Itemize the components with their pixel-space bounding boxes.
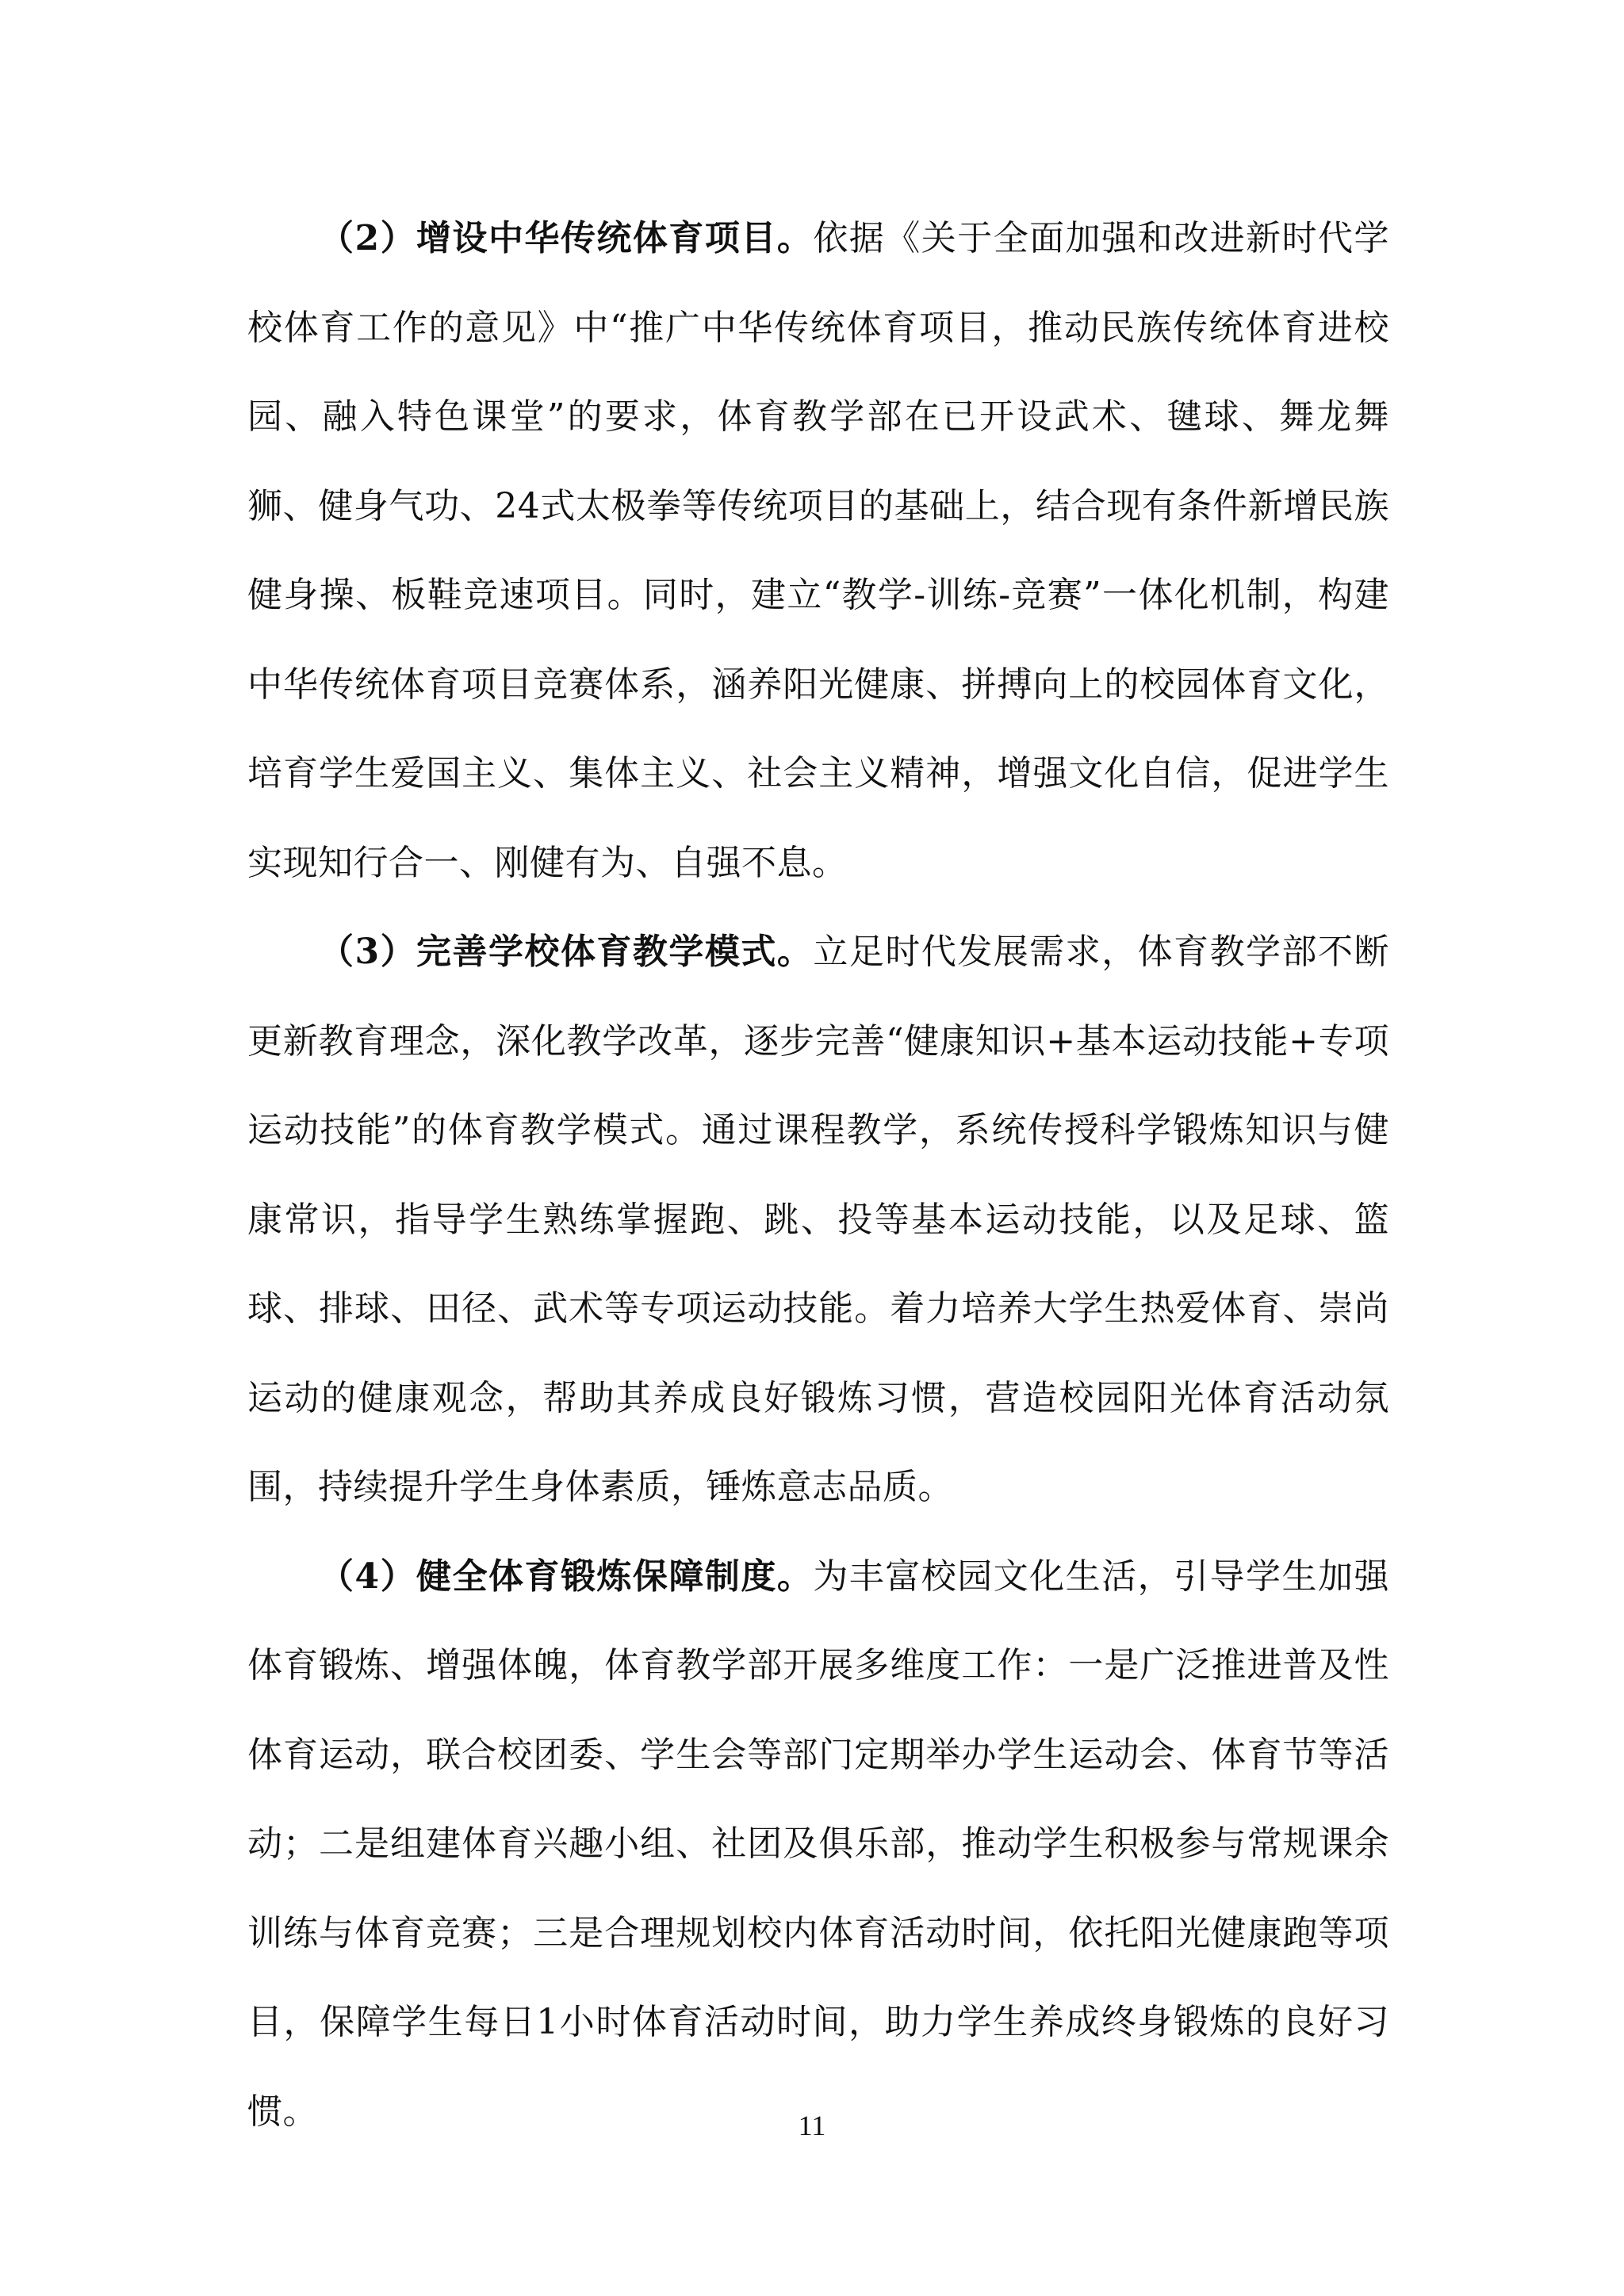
paragraph-exercise-guarantee [247,1533,1389,2157]
paragraph-text: 立足时代发展需求，体育教学部不断更新教育理念，深化教学改革，逐步完善“健康知识+基本运动技能+专项运动技能”的体育教学模式。通过课程教学，系统传授科学锻炼知识与健康常识，指导学生熟练掌握跑、跳、投等基本运动技能，以及足球、篮球、排球、田径、武术等专项运动技能。着力培养大学生热爱体育、崇尚运动的健康观念，帮助其养成良好锻炼习惯，营造校园阳光体育活动氛围，持续提升学生身体素质，锤炼意志品质。 [247,932,1389,1507]
paragraph-heading: （3）完善学校体育教学模式。 [319,932,814,972]
document-body [247,194,1389,2156]
paragraph-text: 依据《关于全面加强和改进新时代学校体育工作的意见》中“推广中华传统体育项目，推动民族传统体育进校园、融入特色课堂”的要求，体育教学部在已开设武术、毽球、舞龙舞狮、健身气功、24式太极拳等传统项目的基础上，结合现有条件新增民族健身操、板鞋竞速项目。同时，建立“教学-训练-竞赛”一体化机制，构建中华传统体育项目竞赛体系，涵养阳光健康、拼搏向上的校园体育文化，培育学生爱国主义、集体主义、社会主义精神，增强文化自信，促进学生实现知行合一、刚健有为、自强不息。 [247,218,1389,883]
paragraph-heading: （4）健全体育锻炼保障制度。 [319,1556,814,1597]
paragraph-traditional-sports [247,194,1389,908]
page-number: 11 [798,2110,826,2141]
paragraph-teaching-model [247,908,1389,1533]
paragraph-heading: （2）增设中华传统体育项目。 [319,218,814,258]
paragraph-text: 为丰富校园文化生活，引导学生加强体育锻炼、增强体魄，体育教学部开展多维度工作：一是广泛推进普及性体育运动，联合校团委、学生会等部门定期举办学生运动会、体育节等活动；二是组建体育兴趣小组、社团及俱乐部，推动学生积极参与常规课余训练与体育竞赛；三是合理规划校内体育活动时间，依托阳光健康跑等项目，保障学生每日1小时体育活动时间，助力学生养成终身锻炼的良好习惯。 [247,1556,1389,2132]
